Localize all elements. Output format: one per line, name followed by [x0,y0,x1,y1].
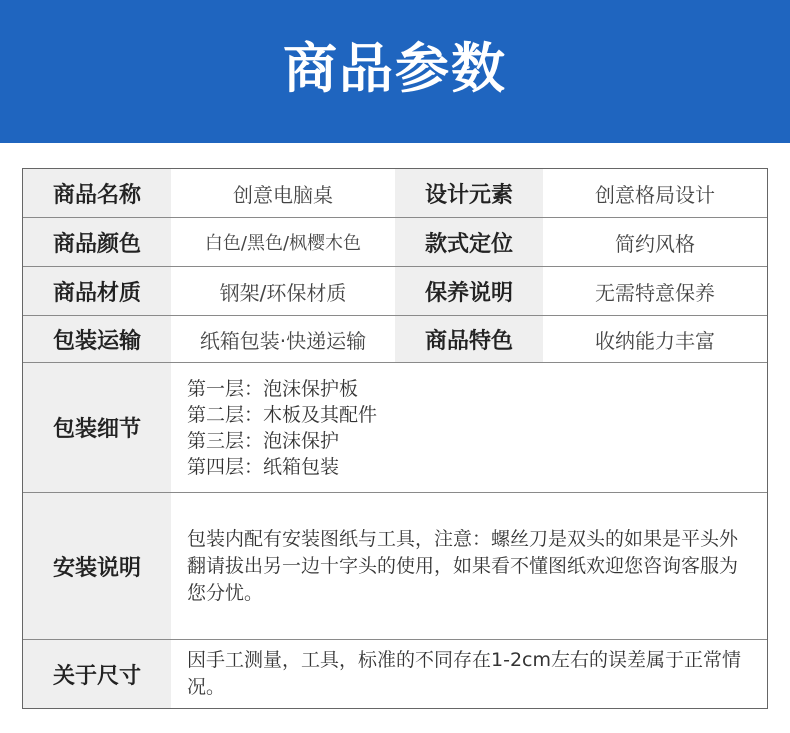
page-title: 商品参数 [283,37,507,100]
row-value: 创意电脑桌 [171,169,395,217]
table-row [23,267,767,316]
row-label: 商品材质 [23,267,171,315]
row-value: 钢架/环保材质 [171,267,395,315]
packing-row [23,363,767,493]
packing-details [171,363,767,492]
row-label-2: 款式定位 [395,218,543,266]
packing-line: 第一层：泡沫保护板 [187,377,359,400]
packing-line: 第二层：木板及其配件 [187,403,378,426]
row-label-2: 设计元素 [395,169,543,217]
row-value: 白色/黑色/枫樱木色 [171,218,395,266]
row-value-2: 收纳能力丰富 [543,316,767,362]
packing-line: 第四层：纸箱包装 [187,455,340,478]
table-row [23,218,767,267]
header-banner [0,0,790,143]
row-value: 纸箱包装·快递运输 [171,316,395,362]
row-label: 商品颜色 [23,218,171,266]
size-label: 关于尺寸 [23,640,171,708]
size-row [23,640,767,708]
install-row [23,493,767,640]
table-row [23,316,767,363]
spec-table [22,168,768,709]
install-label: 安装说明 [23,493,171,639]
table-row [23,169,767,218]
row-value-2: 简约风格 [543,218,767,266]
packing-line: 第三层：泡沫保护 [187,429,340,452]
row-value-2: 无需特意保养 [543,267,767,315]
packing-label: 包装细节 [23,363,171,492]
row-label-2: 保养说明 [395,267,543,315]
install-text: 包装内配有安装图纸与工具，注意：螺丝刀是双头的如果是平头外翻请拔出另一边十字头的使用，如果看不懂图纸欢迎您咨询客服为您分忧。 [171,493,767,639]
size-text: 因手工测量，工具，标准的不同存在1-2cm左右的误差属于正常情况。 [171,640,767,708]
row-label: 商品名称 [23,169,171,217]
row-label: 包装运输 [23,316,171,362]
row-label-2: 商品特色 [395,316,543,362]
row-value-2: 创意格局设计 [543,169,767,217]
